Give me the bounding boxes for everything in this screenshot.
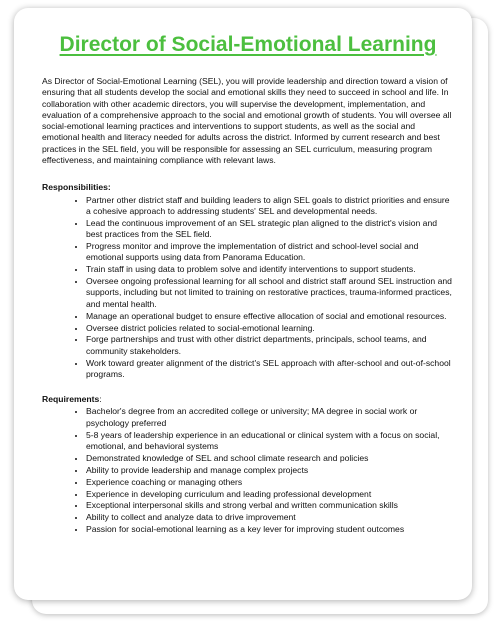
list-item: • Demonstrated knowledge of SEL and school climate research and policies [86, 453, 454, 464]
requirements-list [42, 406, 454, 535]
responsibilities-section [42, 182, 454, 380]
list-item: • 5-8 years of leadership experience in an educational or clinical system with a focus on social, emotional, and behavioral systems [86, 430, 454, 453]
list-item: • Passion for social-emotional learning as a key lever for improving student outcomes [86, 524, 454, 535]
list-item: • Work toward greater alignment of the district's SEL approach with after-school and out-of-school programs. [86, 358, 454, 381]
list-item: • Forge partnerships and trust with other district departments, principals, school teams, and community stakeholders. [86, 334, 454, 357]
document-title: Director of Social-Emotional Learning [59, 33, 437, 56]
list-item: • Experience in developing curriculum and leading professional development [86, 489, 454, 500]
requirements-heading: Requirements: [42, 394, 102, 405]
list-item: • Lead the continuous improvement of an SEL strategic plan aligned to the district's vision and best practices from the SEL field. [86, 218, 454, 241]
list-item: • Ability to provide leadership and manage complex projects [86, 465, 454, 476]
list-item: • Oversee district policies related to social-emotional learning. [86, 323, 454, 334]
list-item: • Experience coaching or managing others [86, 477, 454, 488]
list-item: • Bachelor's degree from an accredited college or university; MA degree in social work or psychology preferred [86, 406, 454, 429]
list-item: • Progress monitor and improve the implementation of district and school-level social and emotional supports using data from Panorama Education. [86, 241, 454, 264]
list-item: • Oversee ongoing professional learning for all school and district staff around SEL instruction and supports, including but not limited to training on restorative practices, trauma-informed practices, and mental health. [86, 276, 454, 310]
document-content [42, 32, 454, 549]
list-item: • Train staff in using data to problem solve and identify interventions to support students. [86, 264, 454, 275]
requirements-section [42, 394, 454, 535]
intro-paragraph: As Director of Social-Emotional Learning (SEL), you will provide leadership and direction toward a vision of ensuring that all students develop the social and emotional skills they need to succeed in school and life. In collaboration with other academic directors, you will supervise the development, implementation, and evaluation of a comprehensive approach to the social and emotional growth of students. You will oversee all social-emotional learning practices and interventions to support students, as well as the social and emotional health and literacy needed for adults across the district. Informed by current research and best practices in the SEL field, you will be responsible for assessing an SEL curriculum, measuring program effectiveness, and maintaining compliance with relevant laws. [42, 76, 452, 166]
responsibilities-list [42, 195, 454, 381]
list-item: • Partner other district staff and building leaders to align SEL goals to district priorities and ensure a cohesive approach to addressing students' SEL and developmental needs. [86, 195, 454, 218]
list-item: • Exceptional interpersonal skills and strong verbal and written communication skills [86, 500, 454, 511]
list-item: • Manage an operational budget to ensure effective allocation of social and emotional resources. [86, 311, 454, 322]
responsibilities-heading: Responsibilities: [42, 182, 111, 193]
list-item: • Ability to collect and analyze data to drive improvement [86, 512, 454, 523]
